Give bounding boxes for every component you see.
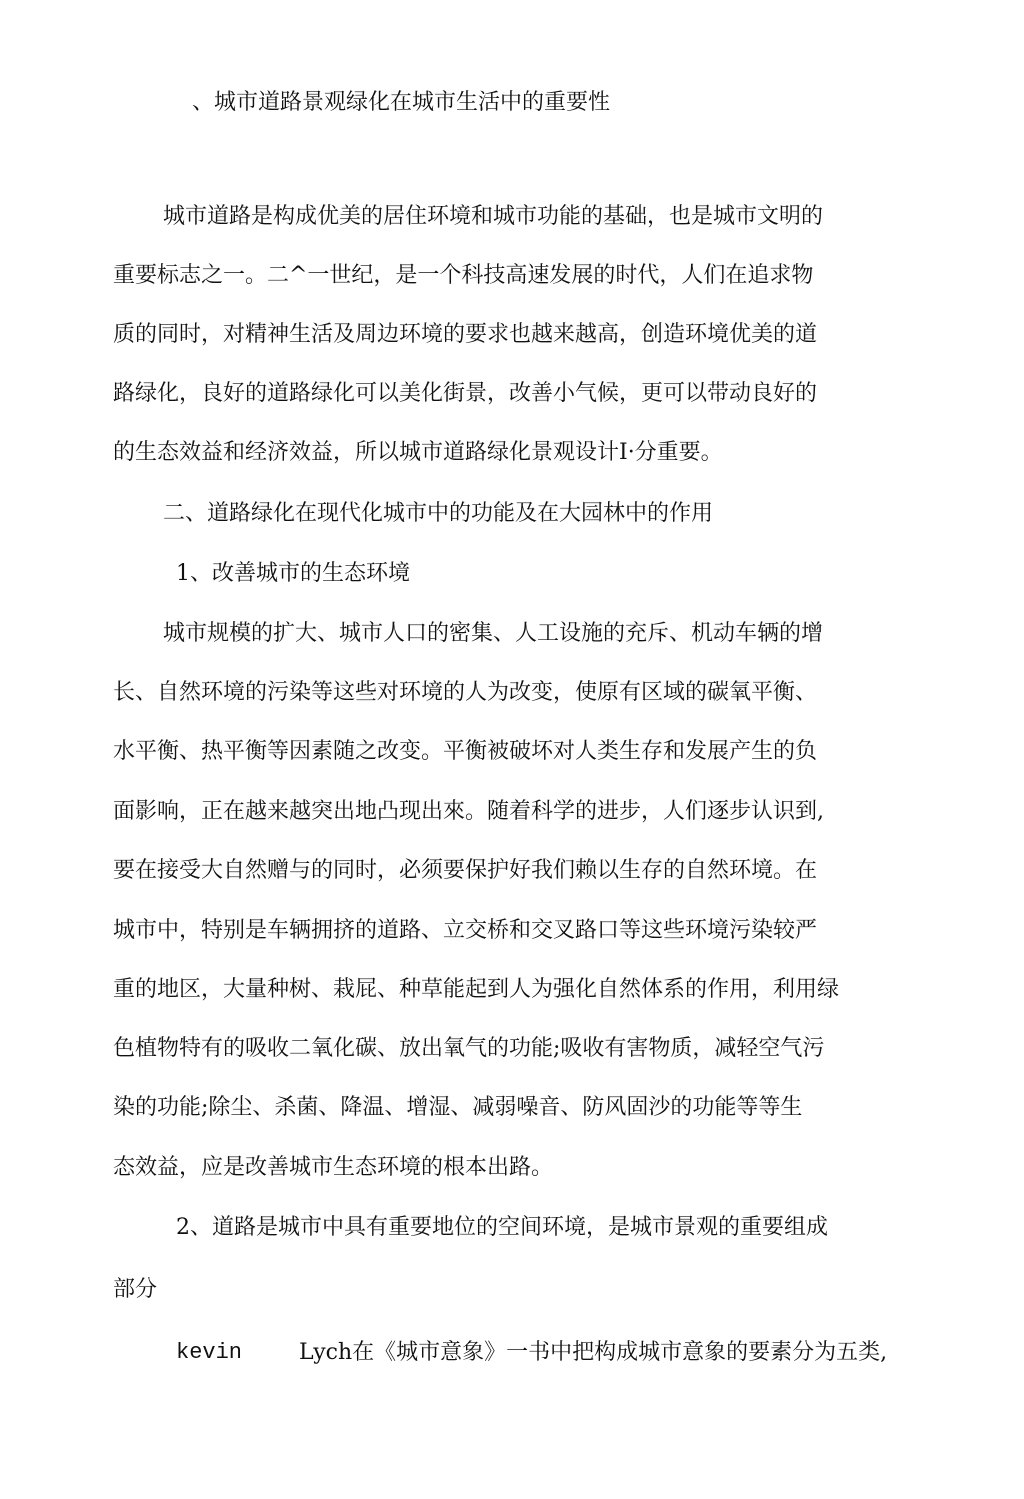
paragraph-line: 重要标志之一。二^一世纪，是一个科技高速发展的时代，人们在追求物 <box>113 263 814 288</box>
paragraph-line: 色植物特有的吸收二氧化碳、放出氧气的功能;吸收有害物质，减轻空气污 <box>113 1036 825 1061</box>
paragraph-line: 水平衡、热平衡等因素随之改变。平衡被破坏对人类生存和发展产生的负 <box>113 739 818 764</box>
paragraph-line: 要在接受大自然赠与的同时，必须要保护好我们赖以生存的自然环境。在 <box>113 858 818 883</box>
paragraph-line: 城市中，特别是车辆拥挤的道路、立交桥和交叉路口等这些环境污染较严 <box>113 918 818 943</box>
paragraph-line: Lych在《城市意象》一书中把构成城市意象的要素分为五类, <box>299 1340 888 1365</box>
section-heading-2: 二、道路绿化在现代化城市中的功能及在大园林中的作用 <box>163 501 714 526</box>
paragraph-line: 染的功能;除尘、杀菌、降温、增湿、减弱噪音、防风固沙的功能等等生 <box>113 1095 803 1120</box>
subsection-heading-1: 1、改善城市的生态环境 <box>176 561 410 586</box>
section-heading-1: 、城市道路景观绿化在城市生活中的重要性 <box>192 90 611 115</box>
author-name: kevin <box>176 1340 243 1365</box>
subsection-heading-2: 2、道路是城市中具有重要地位的空间环境，是城市景观的重要组成 <box>176 1215 828 1240</box>
paragraph-line: 面影响，正在越来越突出地凸现出來。随着科学的进步，人们逐步认识到, <box>113 799 824 824</box>
paragraph-line: 城市规模的扩大、城市人口的密集、人工设施的充斥、机动车辆的增 <box>163 621 824 646</box>
paragraph-line: 的生态效益和经济效益，所以城市道路绿化景观设计I·分重要。 <box>113 440 723 465</box>
paragraph-line: 重的地区，大量种树、栽屁、种草能起到人为强化自然体系的作用，利用绿 <box>113 977 840 1002</box>
paragraph-line: 城市道路是构成优美的居住环境和城市功能的基础，也是城市文明的 <box>163 204 824 229</box>
subsection-heading-2-cont: 部分 <box>113 1277 158 1302</box>
paragraph-line: 质的同时，对精神生活及周边环境的要求也越来越高，创造环境优美的道 <box>113 322 818 347</box>
paragraph-line: 长、自然环境的污染等这些对环境的人为改变，使原有区域的碳氧平衡、 <box>113 680 818 705</box>
paragraph-line: 路绿化，良好的道路绿化可以美化街景，改善小气候，更可以带动良好的 <box>113 381 818 406</box>
paragraph-line: 态效益，应是改善城市生态环境的根本出路。 <box>113 1155 554 1180</box>
